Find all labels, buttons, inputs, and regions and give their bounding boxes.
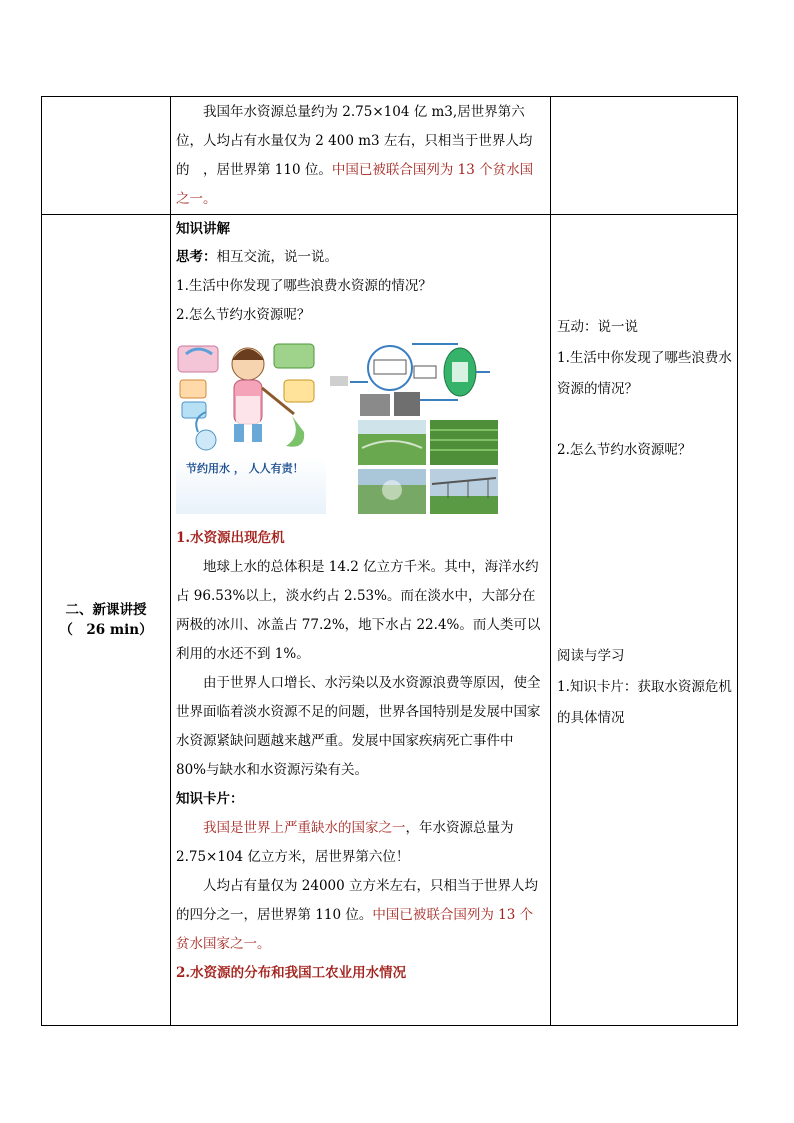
side-interact: 互动：说一说 — [557, 319, 638, 335]
paragraph-water-shortage: 由于世界人口增长、水污染以及水资源浪费等原因，使全世界面临着淡水资源不足的问题，世界各国特别是发展中国家水资源紧缺问题越来越严重。发展中国家疾病死亡事件中 80%与缺水和水资源污染有关。 — [176, 675, 541, 778]
think-line: 思考：相互交流，说一说。 — [176, 249, 338, 265]
water-stat-paragraph: 我国年水资源总量约为 2.75×104 亿 m3,居世界第六位，人均占有水量仅为 2 400 m3 左右，只相当于世界人均的 ，居世界第 110 位。中国已被联合国列为 13 个贫水国之一。 — [176, 104, 534, 207]
side-reading: 阅读与学习 — [557, 648, 625, 664]
water-saving-image — [176, 336, 550, 514]
knowledge-card-text-1: 我国是世界上严重缺水的国家之一，年水资源总量为 2.75×104 亿立方米，居世界第六位！ — [176, 820, 514, 865]
stage-time: （ 26 min） — [59, 622, 153, 638]
lesson-table — [41, 96, 738, 1026]
illustration-save-water — [176, 336, 326, 514]
image-slogan: 节约用水 ， 人人有责！ — [186, 462, 304, 475]
knowledge-card-label: 知识卡片： — [176, 791, 244, 807]
stage-cell-empty — [42, 97, 171, 215]
side-question-2: 2.怎么节约水资源呢？ — [557, 442, 692, 458]
diagram-and-photos — [330, 336, 498, 514]
knowledge-card-text-2: 人均占有量仅为 24000 立方米左右，只相当于世界人均的四分之一，居世界第 110 位。中国已被联合国列为 13 个贫水国家之一。 — [176, 878, 539, 952]
side-knowledge-card: 1.知识卡片：获取水资源危机的具体情况 — [557, 679, 732, 726]
heading-water-distribution: 2.水资源的分布和我国工农业用水情况 — [176, 965, 407, 981]
stage-label — [42, 215, 170, 1025]
side-question-1: 1.生活中你发现了哪些浪费水资源的情况？ — [557, 350, 732, 397]
section-heading: 知识讲解 — [176, 221, 230, 237]
table-row — [42, 215, 738, 1026]
activity-cell — [551, 215, 738, 1026]
content-cell — [171, 215, 551, 1026]
content-cell — [171, 97, 551, 215]
stage-cell — [42, 215, 171, 1026]
water-cycle-diagram-icon — [330, 336, 498, 418]
activity-cell-empty — [551, 97, 738, 215]
heading-water-crisis: 1.水资源出现危机 — [176, 530, 285, 546]
question-2: 2.怎么节约水资源呢？ — [176, 307, 311, 323]
question-1: 1.生活中你发现了哪些浪费水资源的情况？ — [176, 278, 432, 294]
irrigation-photos-icon — [358, 420, 498, 514]
paragraph-water-volume: 地球上水的总体积是 14.2 亿立方千米。其中，海洋水约占 96.53%以上，淡水约占 2.53%。而在淡水中，大部分在两极的冰川、冰盖占 77.2%，地下水占 22.4%。而人类可以利用的水还不到 1%。 — [176, 559, 541, 662]
stage-title: 二、新课讲授 — [65, 602, 147, 618]
cartoon-girl-icon — [176, 336, 326, 514]
table-row — [42, 97, 738, 215]
